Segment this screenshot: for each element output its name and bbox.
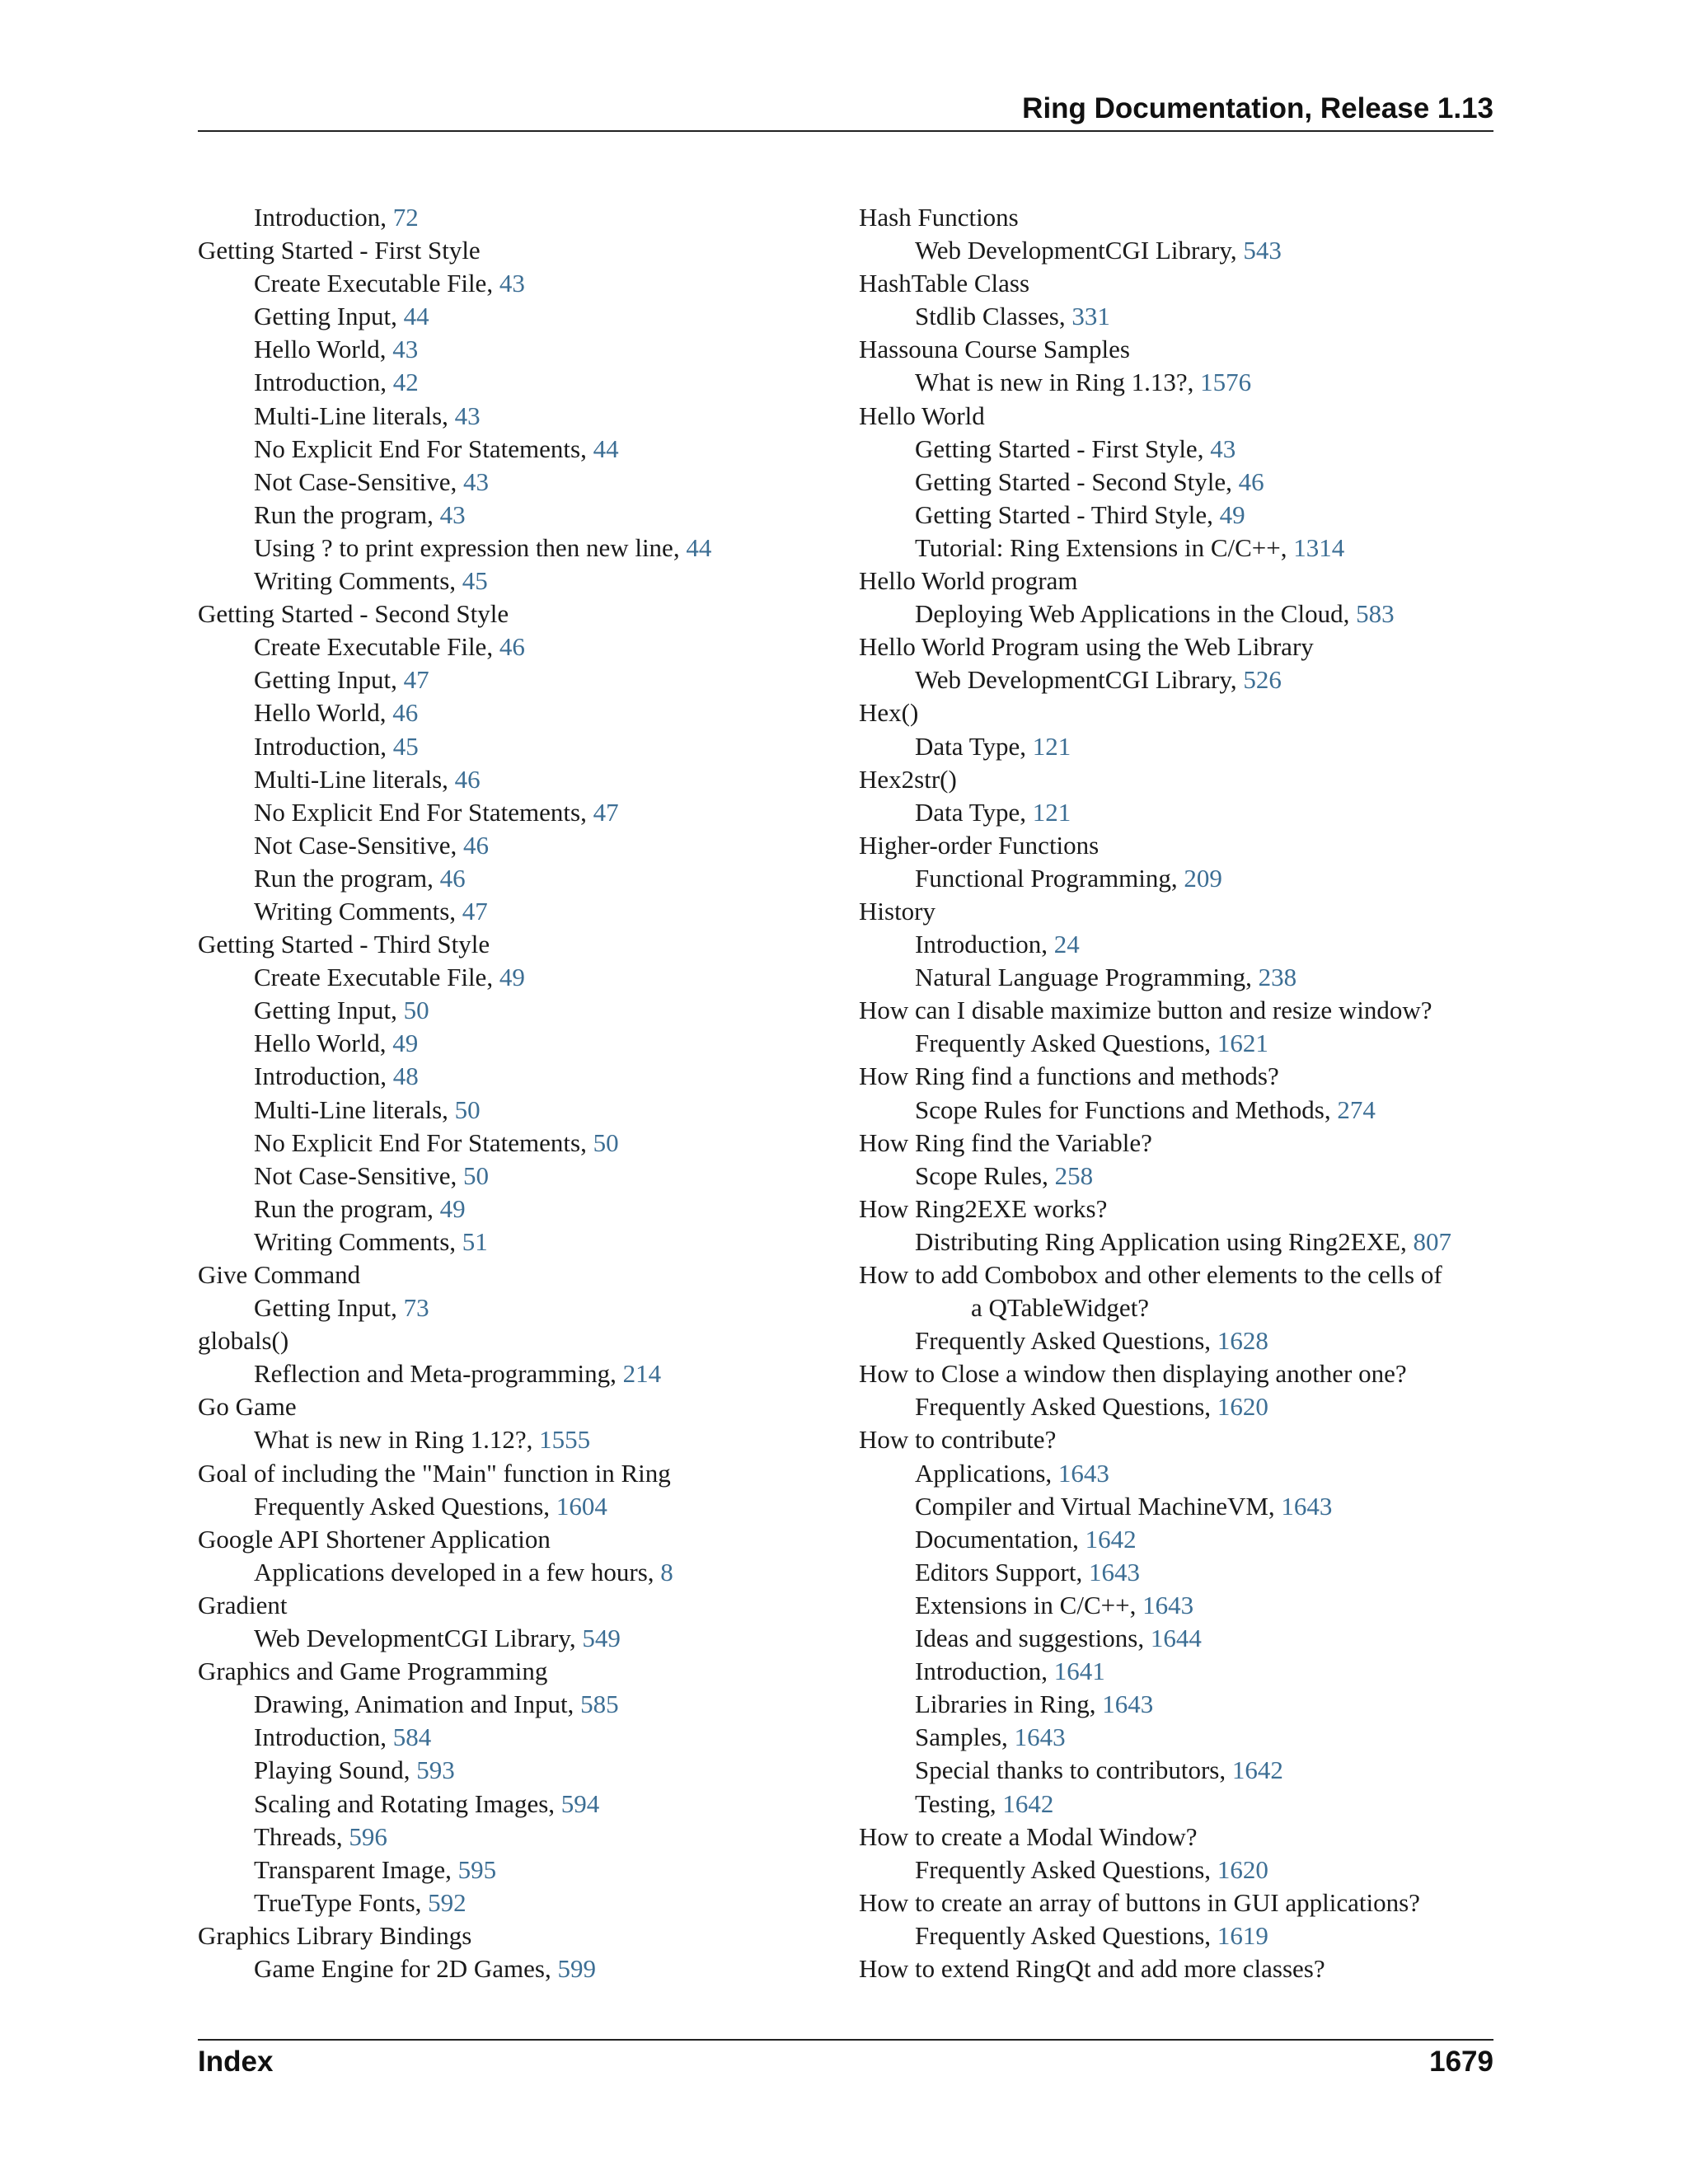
index-entry-text: Introduction, — [915, 1657, 1054, 1686]
page-link[interactable]: 583 — [1356, 599, 1395, 629]
page-link[interactable]: 49 — [499, 963, 525, 992]
index-entry-text: Ideas and suggestions, — [915, 1624, 1151, 1653]
page-link[interactable]: 43 — [463, 466, 489, 496]
index-subentry — [859, 300, 1502, 333]
index-term — [859, 829, 1502, 862]
index-subentry — [198, 400, 841, 433]
index-entry-text: Higher-order Functions — [859, 830, 1100, 860]
index-subentry — [859, 663, 1502, 696]
page-link[interactable]: 585 — [580, 1690, 619, 1719]
index-entry-text: Go Game — [198, 1392, 297, 1422]
index-subentry — [859, 532, 1502, 565]
index-entry-text: Data Type, — [915, 731, 1033, 761]
index-entry-text: Multi-Line literals, — [254, 401, 455, 430]
page-link[interactable]: 73 — [403, 1293, 429, 1323]
index-entry-text: Multi-Line literals, — [254, 764, 455, 794]
index-entry-text: Hex() — [859, 698, 919, 728]
index-entry-text: Introduction, — [254, 1722, 393, 1752]
index-subentry — [198, 829, 841, 862]
index-subentry — [859, 1556, 1502, 1589]
page-link[interactable]: 46 — [499, 632, 525, 662]
index-entry-text: Frequently Asked Questions, — [915, 1392, 1217, 1422]
index-subentry — [198, 763, 841, 796]
index-subentry — [859, 598, 1502, 630]
index-entry-text: Hello World, — [254, 698, 393, 728]
page-link[interactable]: 72 — [392, 203, 419, 232]
page-link[interactable]: 599 — [557, 1953, 596, 1983]
index-entry-text: Create Executable File, — [254, 963, 499, 992]
index-entry-text: Getting Input, — [254, 302, 404, 331]
page-link[interactable]: 1643 — [1088, 1557, 1140, 1586]
index-subentry — [198, 565, 841, 598]
index-entry-text: Scaling and Rotating Images, — [254, 1788, 561, 1818]
index-entry-text: How to extend RingQt and add more classes? — [859, 1953, 1325, 1983]
index-entry-text: What is new in Ring 1.12?, — [254, 1425, 540, 1455]
running-header-title: Ring Documentation, Release 1.13 — [1022, 92, 1493, 124]
index-entry-text: Not Case-Sensitive, — [254, 830, 463, 860]
page-link[interactable]: 543 — [1243, 236, 1282, 265]
index-entry-text: How to create a Modal Window? — [859, 1821, 1198, 1851]
index-subentry — [198, 1226, 841, 1258]
index-subentry — [859, 466, 1502, 499]
index-entry-text: Special thanks to contributors, — [915, 1755, 1232, 1785]
index-subentry — [198, 1060, 841, 1093]
index-term — [198, 1919, 841, 1952]
page-link[interactable]: 592 — [428, 1887, 467, 1917]
index-subentry — [859, 1622, 1502, 1655]
page-link[interactable]: 1628 — [1217, 1326, 1268, 1356]
index-subentry — [198, 663, 841, 696]
index-entry-text: HashTable Class — [859, 269, 1030, 298]
index-term — [859, 1423, 1502, 1456]
index-entry-text: Getting Input, — [254, 665, 404, 695]
index-entry-text: Graphics and Game Programming — [198, 1657, 548, 1686]
index-term — [859, 1127, 1502, 1160]
index-entry-text: Multi-Line literals, — [254, 1094, 455, 1124]
index-entry-text: Getting Started - Second Style — [198, 599, 509, 629]
index-subentry — [859, 1390, 1502, 1423]
page-link[interactable]: 48 — [392, 1062, 419, 1091]
index-entry-text: Google API Shortener Application — [198, 1524, 551, 1554]
index-entry-text: Run the program, — [254, 863, 440, 893]
index-subentry — [859, 1324, 1502, 1357]
index-entry-text: Hello World program — [859, 566, 1078, 596]
index-subentry — [859, 1754, 1502, 1787]
page-link[interactable]: 1604 — [556, 1491, 607, 1521]
index-entry-text: Frequently Asked Questions, — [915, 1029, 1217, 1058]
index-entry-text: Hello World — [859, 401, 985, 430]
index-subentry — [198, 961, 841, 994]
page-link[interactable]: 214 — [622, 1359, 662, 1389]
index-subentry — [198, 1291, 841, 1324]
index-entry-text: Writing Comments, — [254, 1226, 462, 1256]
page-link[interactable]: 121 — [1032, 731, 1071, 761]
page-link[interactable]: 274 — [1337, 1094, 1376, 1124]
index-entry-text: Graphics Library Bindings — [198, 1920, 472, 1950]
index-entry-text: Introduction, — [254, 368, 393, 397]
page-link[interactable]: 50 — [454, 1094, 481, 1124]
index-entry-text: Threads, — [254, 1821, 349, 1851]
index-subentry — [859, 1919, 1502, 1952]
index-entry-text: How to create an array of buttons in GUI applications? — [859, 1887, 1420, 1917]
index-term — [859, 1821, 1502, 1854]
index-subentry — [859, 796, 1502, 829]
index-entry-text: Transparent Image, — [254, 1854, 458, 1884]
index-subentry — [198, 1357, 841, 1390]
page-link[interactable]: 258 — [1054, 1160, 1094, 1190]
index-subentry — [859, 433, 1502, 466]
page-link[interactable]: 1642 — [1085, 1524, 1137, 1554]
page-link[interactable]: 238 — [1258, 963, 1297, 992]
index-term — [859, 994, 1502, 1027]
index-entry-text: Getting Started - Third Style — [198, 930, 490, 959]
index-column-right — [859, 201, 1502, 1985]
page-link[interactable]: 1644 — [1150, 1624, 1202, 1653]
index-entry-text: Run the program, — [254, 1193, 440, 1223]
footer-section-label: Index — [198, 2046, 274, 2078]
index-subentry — [859, 1027, 1502, 1060]
index-entry-text: Using ? to print expression then new line, — [254, 532, 687, 562]
page-link[interactable]: 807 — [1413, 1226, 1451, 1256]
page-link[interactable]: 596 — [349, 1821, 387, 1851]
index-subentry — [859, 1655, 1502, 1688]
page-link[interactable]: 44 — [403, 302, 429, 331]
index-entry-text: Game Engine for 2D Games, — [254, 1953, 558, 1983]
page-link[interactable]: 593 — [416, 1755, 455, 1785]
index-subentry — [198, 1423, 841, 1456]
index-term — [198, 234, 841, 267]
page-link[interactable]: 1643 — [1102, 1690, 1154, 1719]
page-link[interactable]: 44 — [593, 434, 619, 463]
index-entry-text: Getting Input, — [254, 996, 404, 1025]
index-subentry — [859, 730, 1502, 763]
index-subentry — [859, 1160, 1502, 1193]
page-link[interactable]: 1620 — [1217, 1854, 1268, 1884]
index-entry-text: Documentation, — [915, 1524, 1085, 1554]
page-link[interactable]: 43 — [392, 335, 419, 364]
page-link[interactable]: 209 — [1184, 863, 1222, 893]
index-subentry — [198, 1886, 841, 1919]
index-term — [859, 1357, 1502, 1390]
index-entry-text: Introduction, — [254, 1062, 393, 1091]
index-term — [859, 1952, 1502, 1985]
index-entry-text: How can I disable maximize button and resize window? — [859, 996, 1432, 1025]
page-link[interactable]: 1641 — [1053, 1657, 1105, 1686]
index-entry-text: How Ring find a functions and methods? — [859, 1062, 1279, 1091]
page-link[interactable]: 549 — [582, 1624, 621, 1653]
index-entry-text: Hello World Program using the Web Library — [859, 632, 1314, 662]
page-link[interactable]: 44 — [686, 532, 712, 562]
index-subentry — [198, 433, 841, 466]
index-term — [198, 1457, 841, 1490]
index-entry-text: Give Command — [198, 1260, 361, 1289]
index-subentry — [859, 1094, 1502, 1127]
index-subentry — [859, 1721, 1502, 1754]
index-term — [198, 1655, 841, 1688]
header-rule — [198, 130, 1493, 132]
page-link[interactable]: 43 — [454, 401, 481, 430]
index-subentry — [198, 994, 841, 1027]
page-link[interactable]: 594 — [560, 1788, 600, 1818]
index-entry-text: Applications developed in a few hours, — [254, 1557, 661, 1586]
index-subentry — [198, 1952, 841, 1985]
index-column-left — [198, 201, 841, 1985]
index-entry-text: Getting Input, — [254, 1293, 404, 1323]
page-link[interactable]: 47 — [593, 797, 619, 827]
page-link[interactable]: 121 — [1032, 797, 1071, 827]
page-link[interactable]: 1643 — [1281, 1491, 1333, 1521]
page-link[interactable]: 24 — [1053, 930, 1080, 959]
index-entry-text: Getting Started - Second Style, — [915, 466, 1239, 496]
page-link[interactable]: 49 — [1219, 499, 1245, 529]
index-subentry — [198, 1622, 841, 1655]
index-entry-text: Writing Comments, — [254, 896, 462, 926]
page-link[interactable]: 51 — [462, 1226, 488, 1256]
page-link[interactable]: 43 — [439, 499, 466, 529]
index-entry-text: Extensions in C/C++, — [915, 1590, 1143, 1619]
index-term — [198, 1258, 841, 1291]
index-subentry — [198, 1854, 841, 1886]
index-entry-text: Compiler and Virtual MachineVM, — [915, 1491, 1282, 1521]
index-subentry — [859, 499, 1502, 532]
index-entry-text: Frequently Asked Questions, — [915, 1326, 1217, 1356]
index-entry-text: Deploying Web Applications in the Cloud, — [915, 599, 1357, 629]
page-link[interactable]: 46 — [1238, 466, 1264, 496]
index-subentry — [198, 466, 841, 499]
index-term — [859, 696, 1502, 729]
index-subentry — [859, 1226, 1502, 1258]
page-link[interactable]: 1643 — [1142, 1590, 1194, 1619]
index-term — [859, 1886, 1502, 1919]
footer-page-number: 1679 — [1429, 2046, 1493, 2078]
page-link[interactable]: 42 — [392, 368, 419, 397]
index-subentry — [198, 1027, 841, 1060]
index-entry-text: Frequently Asked Questions, — [915, 1854, 1217, 1884]
index-entry-text: Not Case-Sensitive, — [254, 466, 463, 496]
index-term — [198, 598, 841, 630]
index-term — [198, 1523, 841, 1556]
index-subentry — [859, 1490, 1502, 1523]
index-entry-text: Run the program, — [254, 499, 440, 529]
index-subentry — [198, 532, 841, 565]
page-link[interactable]: 47 — [403, 665, 429, 695]
page-link[interactable]: 49 — [439, 1193, 466, 1223]
index-entry-text: How to add Combobox and other elements to the cells of — [859, 1260, 1442, 1289]
index-entry-text: Getting Started - Third Style, — [915, 499, 1220, 529]
index-entry-text: Create Executable File, — [254, 269, 499, 298]
page-link[interactable]: 584 — [392, 1722, 432, 1752]
index-subentry — [198, 1094, 841, 1127]
index-subentry — [859, 1523, 1502, 1556]
index-entry-text: Stdlib Classes, — [915, 302, 1072, 331]
page-link[interactable]: 50 — [463, 1160, 489, 1190]
index-term — [198, 1589, 841, 1622]
index-entry-text: Libraries in Ring, — [915, 1690, 1103, 1719]
index-subentry — [198, 1193, 841, 1226]
page-link[interactable]: 1642 — [1002, 1788, 1054, 1818]
page-link[interactable]: 1576 — [1200, 368, 1252, 397]
index-entry-text: Writing Comments, — [254, 566, 462, 596]
index-entry-text: Tutorial: Ring Extensions in C/C++, — [915, 532, 1294, 562]
index-subentry — [198, 333, 841, 366]
index-entry-text: Hello World, — [254, 335, 393, 364]
index-subentry — [859, 1854, 1502, 1886]
index-entry-text: Functional Programming, — [915, 863, 1184, 893]
index-entry-text: How to contribute? — [859, 1425, 1057, 1455]
index-entry-text: Not Case-Sensitive, — [254, 1160, 463, 1190]
index-term — [859, 1258, 1502, 1291]
index-entry-text: Drawing, Animation and Input, — [254, 1690, 581, 1719]
index-entry-text: Web DevelopmentCGI Library, — [254, 1624, 583, 1653]
index-subentry — [859, 1589, 1502, 1622]
index-entry-text: Web DevelopmentCGI Library, — [915, 236, 1244, 265]
index-term — [859, 1193, 1502, 1226]
index-subentry — [198, 1490, 841, 1523]
index-entry-text: How to Close a window then displaying another one? — [859, 1359, 1407, 1389]
index-subentry — [859, 366, 1502, 399]
index-entry-text: TrueType Fonts, — [254, 1887, 429, 1917]
index-entry-text: Frequently Asked Questions, — [254, 1491, 556, 1521]
index-entry-text: Data Type, — [915, 797, 1033, 827]
index-entry-text: a QTableWidget? — [971, 1293, 1150, 1323]
page-link[interactable]: 1555 — [539, 1425, 591, 1455]
index-entry-text: Testing, — [915, 1788, 1003, 1818]
index-term — [859, 763, 1502, 796]
index-entry-text: No Explicit End For Statements, — [254, 797, 593, 827]
index-subentry — [198, 895, 841, 928]
index-subentry — [859, 1688, 1502, 1721]
index-entry-text: Hassouna Course Samples — [859, 335, 1130, 364]
index-entry-text: No Explicit End For Statements, — [254, 1127, 593, 1157]
page-link[interactable]: 43 — [499, 269, 525, 298]
page-link[interactable]: 1314 — [1293, 532, 1345, 562]
index-subentry — [198, 499, 841, 532]
index-subentry — [859, 961, 1502, 994]
index-subentry — [198, 730, 841, 763]
page-link[interactable]: 45 — [392, 731, 419, 761]
index-subentry — [198, 1788, 841, 1821]
index-term — [859, 333, 1502, 366]
index-subentry — [198, 1754, 841, 1787]
index-entry-text: Scope Rules for Functions and Methods, — [915, 1094, 1338, 1124]
page-link[interactable]: 1621 — [1217, 1029, 1268, 1058]
page-link[interactable]: 1643 — [1057, 1458, 1109, 1488]
index-subentry — [198, 1127, 841, 1160]
index-subentry — [859, 1788, 1502, 1821]
page-link[interactable]: 49 — [392, 1029, 419, 1058]
index-entry-text: Gradient — [198, 1590, 288, 1619]
index-subentry — [198, 1160, 841, 1193]
index-entry-text: Introduction, — [254, 203, 393, 232]
page-link[interactable]: 1619 — [1217, 1920, 1268, 1950]
index-term — [198, 1390, 841, 1423]
page-link[interactable]: 526 — [1243, 665, 1282, 695]
page-link[interactable]: 46 — [463, 830, 489, 860]
index-entry-text: Getting Started - First Style — [198, 236, 481, 265]
page-link[interactable]: 46 — [392, 698, 419, 728]
index-entry-text: Hash Functions — [859, 203, 1019, 232]
page-link[interactable]: 47 — [462, 896, 488, 926]
page-link[interactable]: 46 — [454, 764, 481, 794]
page-link[interactable]: 8 — [660, 1557, 673, 1586]
index-term — [859, 400, 1502, 433]
index-entry-text: Hex2str() — [859, 764, 957, 794]
index-subentry — [198, 1556, 841, 1589]
index-entry-text: Playing Sound, — [254, 1755, 417, 1785]
page-link[interactable]: 50 — [593, 1127, 619, 1157]
index-entry-text: Natural Language Programming, — [915, 963, 1259, 992]
index-term — [859, 1060, 1502, 1093]
index-subentry — [198, 1821, 841, 1854]
index-subentry — [859, 862, 1502, 895]
index-entry-text: Goal of including the "Main" function in Ring — [198, 1458, 671, 1488]
index-entry-text: Distributing Ring Application using Ring2EXE, — [915, 1226, 1414, 1256]
index-subentry — [198, 862, 841, 895]
index-term — [198, 928, 841, 961]
index-subentry — [198, 630, 841, 663]
footer-rule — [198, 2039, 1493, 2041]
page-link[interactable]: 331 — [1071, 302, 1110, 331]
index-subentry — [198, 366, 841, 399]
index-subentry — [859, 1457, 1502, 1490]
index-subentry — [198, 201, 841, 234]
index-entry-text: History — [859, 896, 935, 926]
page-link[interactable]: 46 — [439, 863, 466, 893]
index-subentry — [198, 696, 841, 729]
index-entry-text: No Explicit End For Statements, — [254, 434, 593, 463]
index-entry-text: Create Executable File, — [254, 632, 499, 662]
index-term — [198, 1324, 841, 1357]
page-link[interactable]: 595 — [457, 1854, 497, 1884]
index-entry-text: Samples, — [915, 1722, 1015, 1752]
index-term — [859, 895, 1502, 928]
page-link[interactable]: 1620 — [1217, 1392, 1268, 1422]
index-entry-text: Introduction, — [915, 930, 1054, 959]
page-link[interactable]: 43 — [1210, 434, 1236, 463]
index-subentry — [198, 300, 841, 333]
index-term — [859, 267, 1502, 300]
index-term — [859, 201, 1502, 234]
page-link[interactable]: 45 — [462, 566, 488, 596]
index-subentry — [198, 1721, 841, 1754]
index-term — [859, 565, 1502, 598]
index-entry-text: Getting Started - First Style, — [915, 434, 1211, 463]
page-link[interactable]: 1643 — [1014, 1722, 1066, 1752]
index-entry-text: Introduction, — [254, 731, 393, 761]
index-term — [859, 630, 1502, 663]
index-entry-text: What is new in Ring 1.13?, — [915, 368, 1201, 397]
page-link[interactable]: 1642 — [1231, 1755, 1283, 1785]
index-subentry — [198, 267, 841, 300]
index-entry-text: Reflection and Meta-programming, — [254, 1359, 623, 1389]
index-subentry — [859, 234, 1502, 267]
index-subentry — [198, 1688, 841, 1721]
index-entry-text: Frequently Asked Questions, — [915, 1920, 1217, 1950]
page-link[interactable]: 50 — [403, 996, 429, 1025]
index-entry-text: How Ring find the Variable? — [859, 1127, 1152, 1157]
index-entry-text: Hello World, — [254, 1029, 393, 1058]
index-entry-text: How Ring2EXE works? — [859, 1193, 1108, 1223]
index-entry-text: Web DevelopmentCGI Library, — [915, 665, 1244, 695]
index-entry-text: Scope Rules, — [915, 1160, 1055, 1190]
index-subentry — [859, 1291, 1502, 1324]
index-subentry — [859, 928, 1502, 961]
index-subentry — [198, 796, 841, 829]
index-entry-text: Applications, — [915, 1458, 1058, 1488]
index-entry-text: globals() — [198, 1326, 289, 1356]
index-entry-text: Editors Support, — [915, 1557, 1089, 1586]
